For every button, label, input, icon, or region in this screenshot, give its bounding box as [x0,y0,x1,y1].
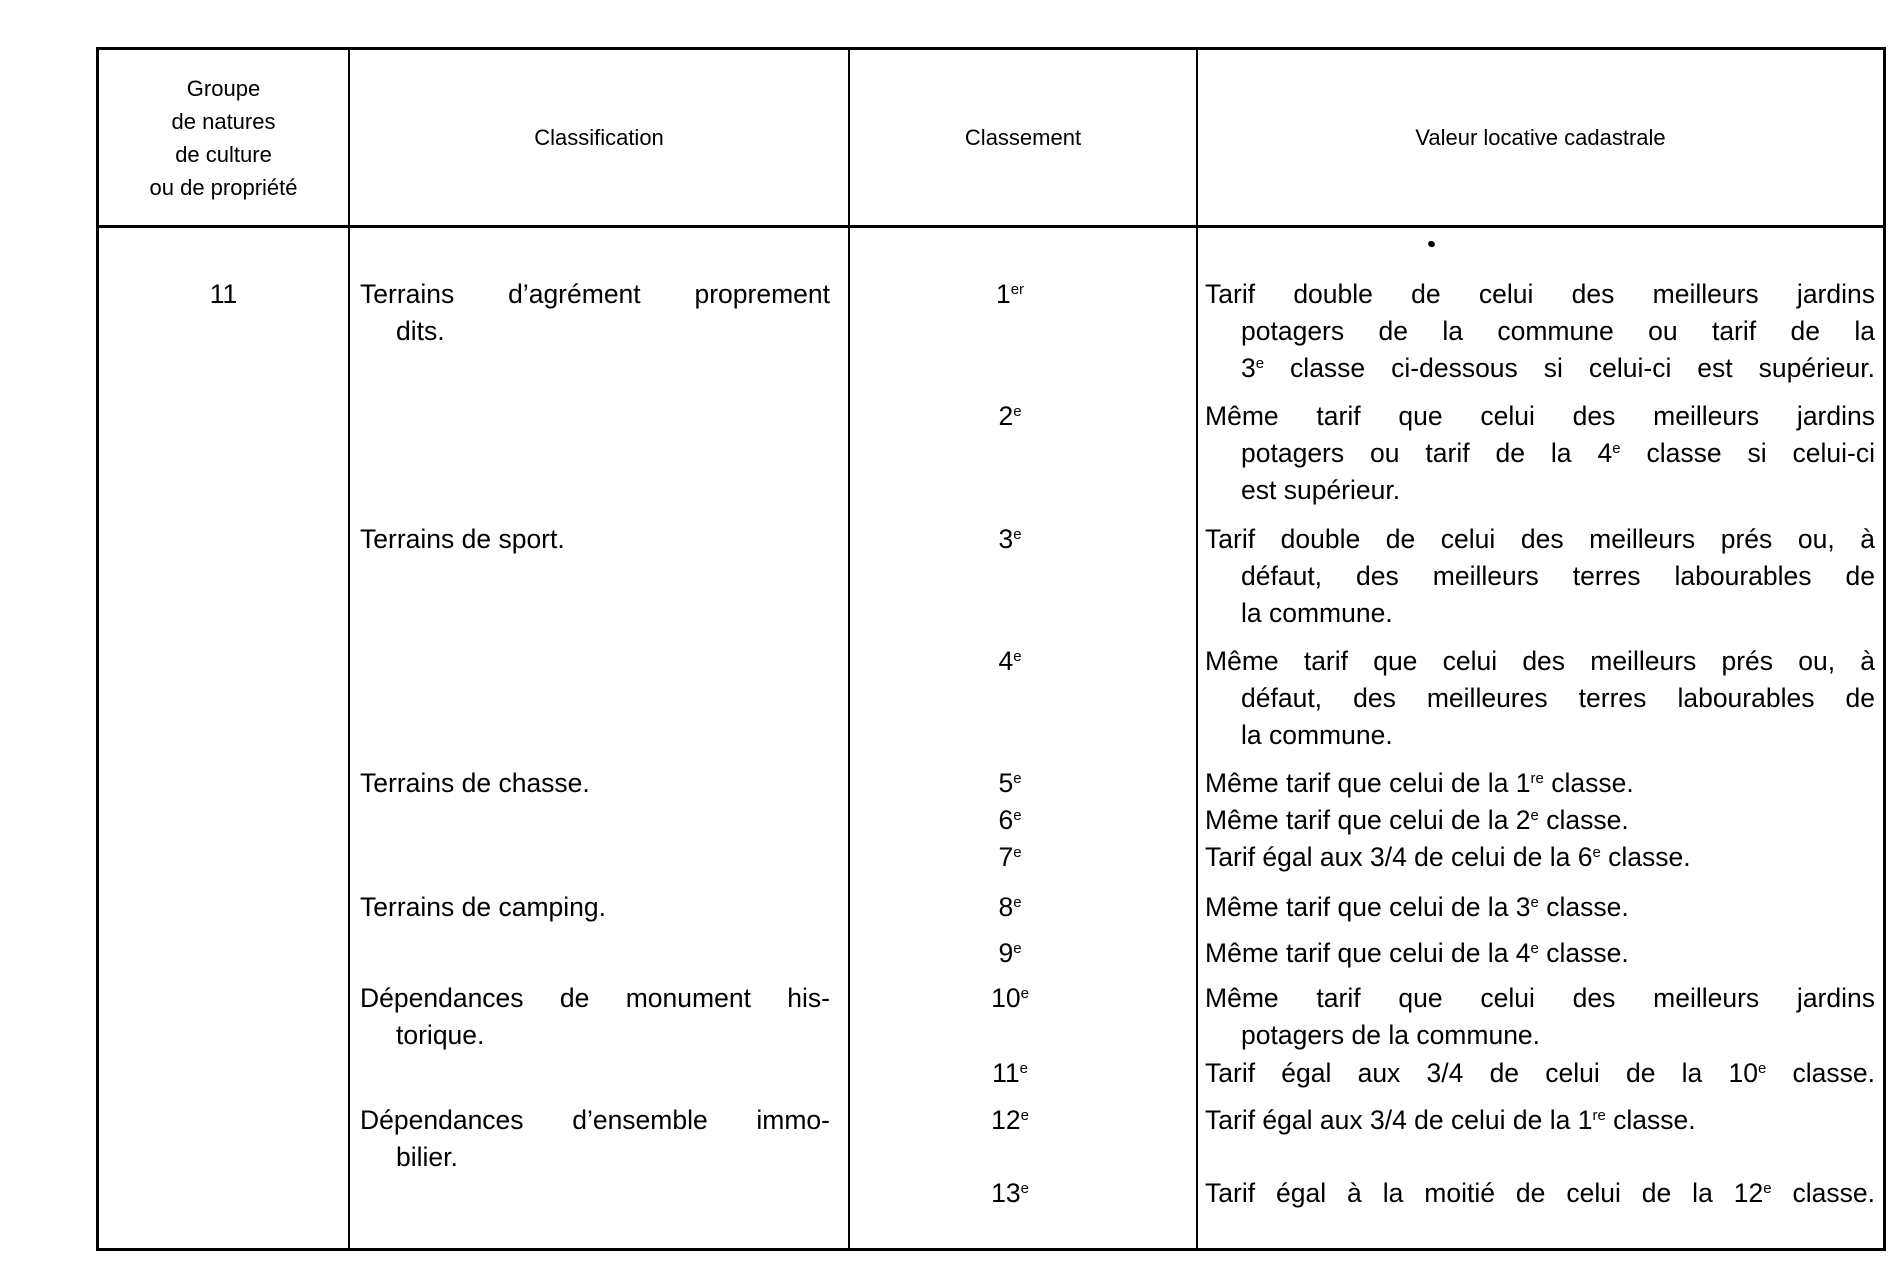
rank-suffix: e [1020,985,1029,1002]
rank-number: 12 [991,1105,1021,1135]
value-line: défaut, des meilleures terres labourables de [1241,683,1875,713]
value-line: Tarif double de celui des meilleurs jardins [1205,279,1875,309]
header-divider [96,225,1886,228]
value-text: classe. [1766,1058,1875,1088]
rank [860,1175,1160,1212]
value-text: Tarif égal aux 3/4 de celui de la 10 [1205,1058,1758,1088]
rank-number: 4 [998,646,1014,676]
value-text: classe. [1600,842,1691,872]
value-line: la commune. [1241,598,1393,628]
value-text: Tarif égal aux 3/4 de celui de la 6 [1205,842,1593,872]
classification-item [360,1102,830,1176]
value-line [1205,350,1875,387]
value-text: Même tarif que celui de la 4 [1205,938,1531,968]
rank-number: 1 [995,279,1011,309]
rank-suffix: e [1013,940,1022,957]
value-entry [1205,276,1875,387]
value-entry [1205,521,1875,632]
classification-item [360,276,830,350]
rank-number: 11 [992,1058,1020,1088]
rank-suffix: e [1013,648,1022,665]
classification-item [360,521,830,558]
rank-suffix: e [1013,526,1022,543]
value-text: Tarif égal aux 3/4 de celui de la 1 [1205,1105,1593,1135]
header-classification: Classification [534,125,664,150]
rank-number: 2 [998,401,1014,431]
value-suffix: e [1757,1060,1767,1077]
rank-suffix: e [1019,1060,1028,1077]
value-suffix: e [1530,940,1539,957]
value-text: Même tarif que celui de la 1 [1205,768,1531,798]
value-text: Tarif égal à la moitié de celui de la 12 [1205,1178,1764,1208]
header-classement: Classement [964,125,1082,150]
value-suffix: re [1592,1107,1606,1124]
value-entry [1205,802,1875,839]
value-suffix: e [1255,355,1265,372]
value-entry [1205,1055,1875,1092]
rank [860,935,1160,972]
value-text: classe. [1771,1178,1875,1208]
rank-number: 6 [998,805,1014,835]
rank-suffix: er [1010,281,1025,298]
value-entry [1205,1175,1875,1212]
header-text: ou de propriété [149,174,298,200]
value-entry [1205,643,1875,754]
value-entry [1205,765,1875,802]
header-text: de natures [171,108,276,134]
classification-line: Dépendances de monument his- [360,983,830,1013]
rank-number: 7 [998,842,1014,872]
value-text: classe. [1538,938,1629,968]
rank-suffix: e [1020,1180,1029,1197]
rank-number: 9 [998,938,1014,968]
value-suffix: e [1530,894,1539,911]
rank [860,802,1160,839]
rank-number: 13 [991,1178,1021,1208]
value-suffix: re [1530,770,1544,787]
header-group [99,50,348,225]
classification-item [360,765,830,802]
value-text: Même tarif que celui de la 2 [1205,805,1531,835]
value-entry [1205,980,1875,1054]
value-line: est supérieur. [1241,475,1401,505]
value-text: classe. [1538,892,1629,922]
classification-line: Terrains de chasse. [360,768,590,798]
rank [860,1102,1160,1139]
rank-number: 8 [998,892,1014,922]
value-line: Même tarif que celui des meilleurs jardins [1205,401,1875,431]
classification-line: bilier. [396,1142,458,1172]
value-text: classe si celui-ci [1620,438,1875,468]
classification-item [360,889,830,926]
value-text: 3 [1241,353,1256,383]
header-text: Groupe [186,75,261,101]
value-text: potagers ou tarif de la 4 [1241,438,1613,468]
value-suffix: e [1592,844,1601,861]
value-entry [1205,1102,1875,1139]
header-valeur: Valeur locative cadastrale [1415,125,1666,150]
rank-suffix: e [1013,770,1022,787]
value-line: potagers de la commune. [1241,1020,1541,1050]
value-text: Même tarif que celui de la 3 [1205,892,1531,922]
classification-line: Terrains de sport. [360,524,565,554]
value-line: la commune. [1241,720,1393,750]
value-entry [1205,889,1875,926]
rank-suffix: e [1013,844,1022,861]
value-text: classe. [1538,805,1629,835]
rank-suffix: e [1020,1107,1029,1124]
rank-number: 5 [998,768,1014,798]
rank-number: 10 [991,983,1021,1013]
value-suffix: e [1530,807,1539,824]
value-suffix: e [1612,440,1621,457]
rank-number: 3 [998,524,1014,554]
value-line: défaut, des meilleurs terres labourables de [1241,561,1875,591]
rank [860,980,1160,1017]
rank [860,398,1160,435]
classification-line: Terrains de camping. [360,892,606,922]
value-line: Même tarif que celui des meilleurs prés ou, à [1205,646,1875,676]
value-entry [1205,839,1875,876]
value-line: Tarif double de celui des meilleurs prés ou, à [1205,524,1875,554]
value-line: potagers de la commune ou tarif de la [1241,316,1875,346]
rank-suffix: e [1013,894,1022,911]
group-number: 11 [209,279,238,309]
rank-suffix: e [1013,403,1022,420]
value-text: classe. [1543,768,1634,798]
classification-line: Terrains d’agrément proprement [360,279,830,309]
rank [860,839,1160,876]
rank [860,276,1160,313]
value-entry [1205,398,1875,509]
classification-line: dits. [396,316,445,346]
rank [860,521,1160,558]
classification-item [360,980,830,1054]
rank [860,765,1160,802]
value-text: classe ci-dessous si celui-ci est supérieur. [1264,353,1875,383]
rank [860,889,1160,926]
rank [860,643,1160,680]
classification-line: torique. [396,1020,485,1050]
rank [860,1055,1160,1092]
value-entry [1205,935,1875,972]
value-suffix: e [1763,1180,1772,1197]
value-line [1205,435,1875,472]
classification-line: Dépendances d’ensemble immo- [360,1105,830,1135]
header-text: de culture [175,141,272,167]
value-line: Même tarif que celui des meilleurs jardins [1205,983,1875,1013]
rank-suffix: e [1013,807,1022,824]
value-text: classe. [1605,1105,1696,1135]
